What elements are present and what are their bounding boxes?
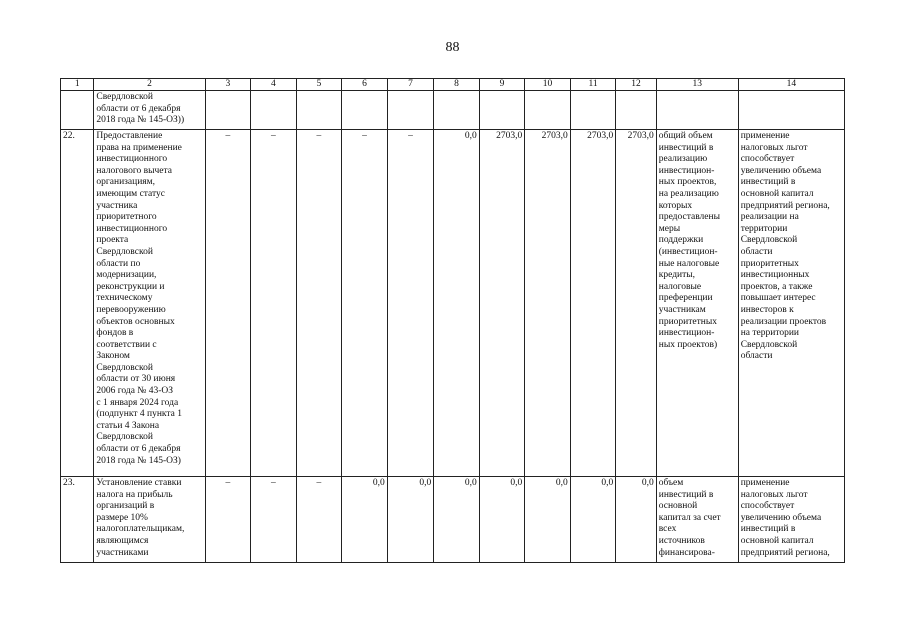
cell-justification: применение налоговых льгот способствует увеличению объема инвестиций в основной капитал предприятий региона, xyxy=(738,477,844,563)
table-row-22 xyxy=(61,130,845,477)
col-header-4: 4 xyxy=(251,79,297,91)
col-header-11: 11 xyxy=(570,79,616,91)
col-header-5: 5 xyxy=(296,79,342,91)
cell-measure-name: Установление ставки налога на прибыль организаций в размере 10% налогоплательщикам, являющимся участниками xyxy=(94,477,205,563)
cell-col-9: 2703,0 xyxy=(479,130,525,477)
cell-col-11: 0,0 xyxy=(570,477,616,563)
cell-col-10: 0,0 xyxy=(525,477,571,563)
cell-col-7: – xyxy=(387,130,434,477)
cell-measure-name: Свердловской области от 6 декабря 2018 года № 145-ОЗ)) xyxy=(94,91,205,130)
table-row-continued xyxy=(61,91,845,130)
cell-measure-name: Предоставление права на применение инвестиционного налогового вычета организациям, имеющим статус участника приоритетного инвестиционного проекта Свердловской области по модернизации, реконструкции и техническому перевооружению объектов основных фондов в соответствии с Законом Свердловской области от 30 июня 2006 года № 43-ОЗ с 1 января 2024 года (подпункт 4 пункта 1 статьи 4 Закона Свердловской области от 6 декабря 2018 года № 145-ОЗ) xyxy=(94,130,205,477)
cell-indicator: общий объем инвестиций в реализацию инвестицион- ных проектов, на реализацию которых предоставлены меры поддержки (инвестицион- ные налоговые кредиты, налоговые преференции участникам приоритетных инвестицион- ных проектов) xyxy=(656,130,738,477)
cell-col-12: 0,0 xyxy=(616,477,656,563)
cell-col-4: – xyxy=(251,477,297,563)
cell-col-4: – xyxy=(251,130,297,477)
cell-justification: применение налоговых льгот способствует увеличению объема инвестиций в основной капитал предприятий региона, реализации на территории Свердловской области приоритетных инвестиционных проектов, а также повышает интерес инвесторов к реализации проектов на территории Свердловской области xyxy=(738,130,844,477)
cell-col-9: 0,0 xyxy=(479,477,525,563)
col-header-3: 3 xyxy=(205,79,251,91)
cell-col-10: 2703,0 xyxy=(525,130,571,477)
col-header-8: 8 xyxy=(434,79,480,91)
page-number: 88 xyxy=(445,40,460,55)
cell-empty xyxy=(61,91,94,130)
col-header-14: 14 xyxy=(738,79,844,91)
cell-col-3: – xyxy=(205,477,251,563)
cell-col-3: – xyxy=(205,130,251,477)
row-number: 23. xyxy=(61,477,94,563)
col-header-7: 7 xyxy=(387,79,434,91)
table-row-23 xyxy=(61,477,845,563)
col-header-2: 2 xyxy=(94,79,205,91)
cell-col-7: 0,0 xyxy=(387,477,434,563)
col-header-10: 10 xyxy=(525,79,571,91)
cell-col-8: 0,0 xyxy=(434,477,480,563)
col-header-9: 9 xyxy=(479,79,525,91)
tax-benefits-table xyxy=(60,78,845,563)
col-header-1: 1 xyxy=(61,79,94,91)
cell-col-5: – xyxy=(296,477,342,563)
cell-col-8: 0,0 xyxy=(434,130,480,477)
cell-col-5: – xyxy=(296,130,342,477)
cell-col-6: – xyxy=(342,130,388,477)
col-header-6: 6 xyxy=(342,79,388,91)
cell-col-12: 2703,0 xyxy=(616,130,656,477)
col-header-12: 12 xyxy=(616,79,656,91)
cell-indicator: объем инвестиций в основной капитал за счет всех источников финансирова- xyxy=(656,477,738,563)
cell-col-6: 0,0 xyxy=(342,477,388,563)
col-header-13: 13 xyxy=(656,79,738,91)
cell-col-11: 2703,0 xyxy=(570,130,616,477)
header-row xyxy=(61,79,845,91)
row-number: 22. xyxy=(61,130,94,477)
